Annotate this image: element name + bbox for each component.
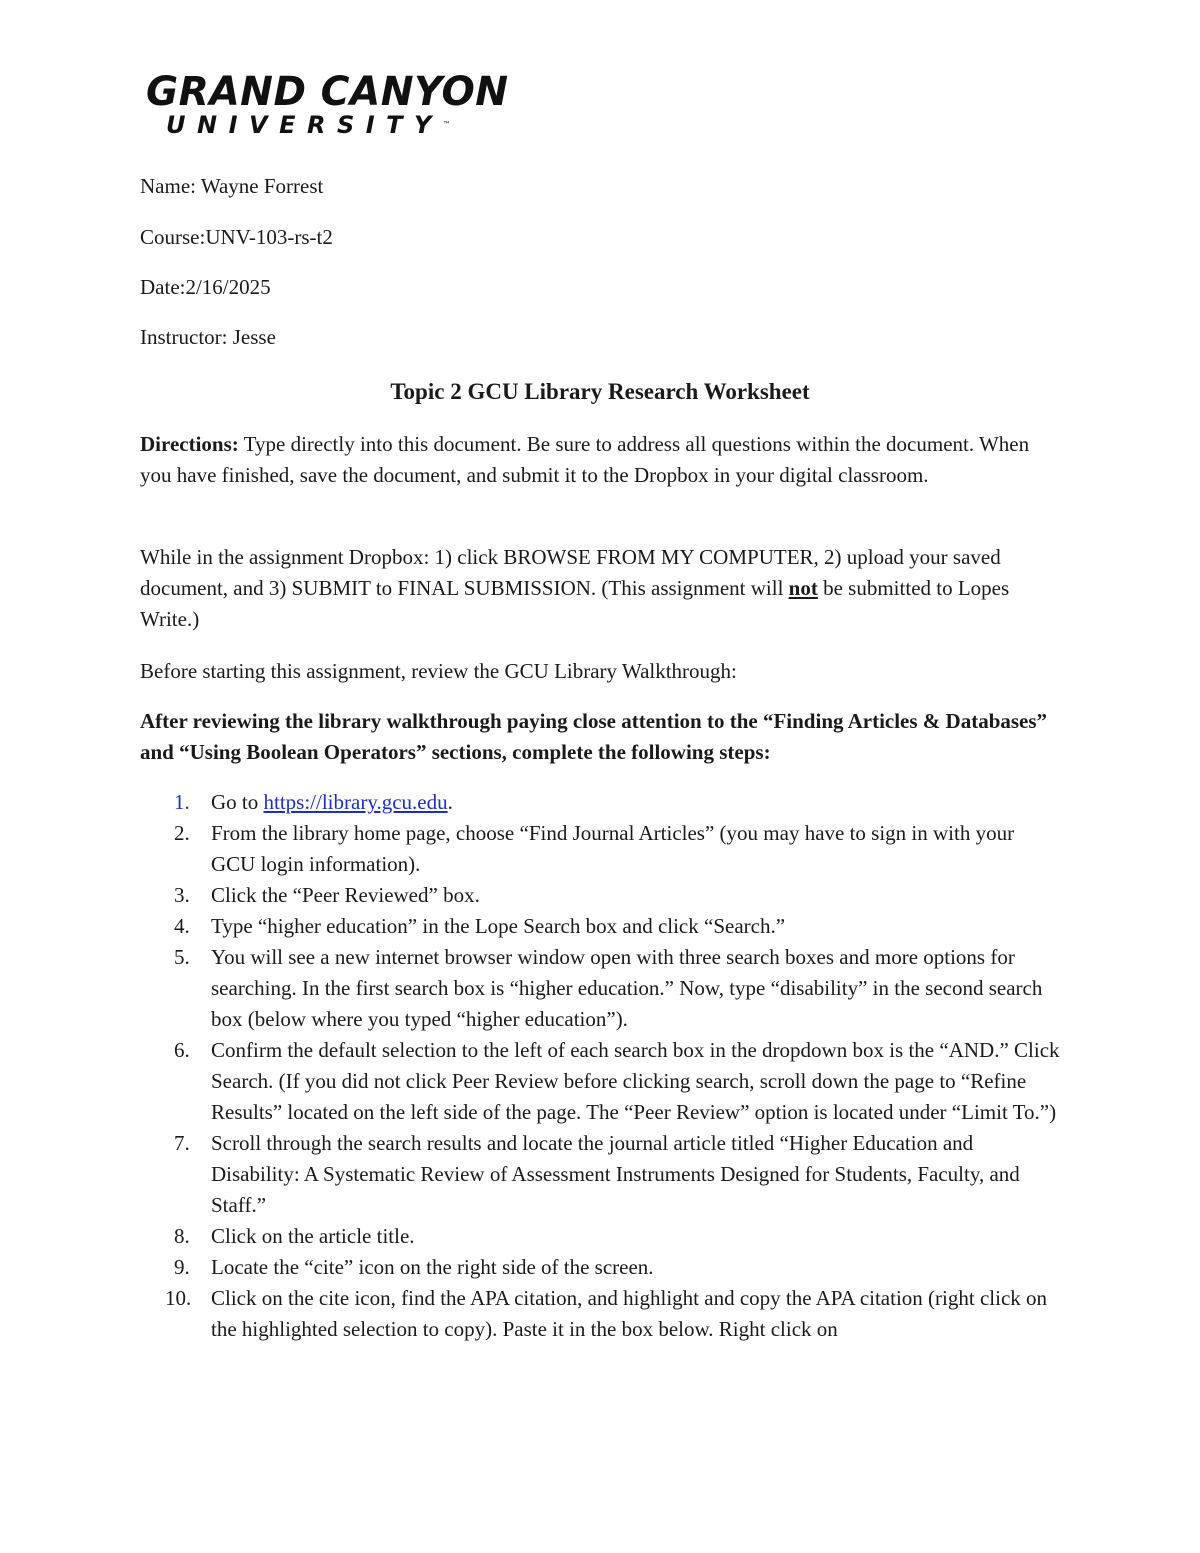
directions-paragraph [140, 429, 1060, 491]
steps-list [140, 787, 1060, 1345]
logo-university-text: UNIVERSITY [166, 111, 443, 139]
logo-grand-canyon: GRAND CANYON [146, 69, 509, 115]
step-number: 6. [174, 1038, 190, 1062]
step-text: Confirm the default selection to the left of each search box in the dropdown box is the “AND.” Click Search. (If you did not click Peer Review before clicking search, scroll down the page to “Refine Results” located on the left side of the page. The “Peer Review” option is located under “Limit To.”) [211, 1038, 1060, 1124]
step-item [140, 1221, 1060, 1252]
dropbox-text-after: be submitted to Lopes Write.) [140, 576, 1010, 631]
dropbox-emphasis: not [788, 576, 818, 600]
step-number: 7. [174, 1131, 190, 1155]
gcu-logo [146, 69, 509, 139]
step-number: 9. [174, 1255, 190, 1279]
step-text-suffix: . [447, 790, 453, 814]
step-text: You will see a new internet browser window open with three search boxes and more options for searching. In the first search box is “higher education.” Now, type “disability” in the second search box (below where you typed “higher education”). [211, 945, 1043, 1031]
step-item [140, 1128, 1060, 1221]
directions-label: Directions: [140, 432, 239, 456]
step-item [140, 1035, 1060, 1128]
step-number: 8. [174, 1224, 190, 1248]
logo-university [166, 112, 466, 138]
step-item [140, 787, 1060, 818]
step-item [140, 880, 1060, 911]
step-text: Go to [211, 790, 264, 814]
step-item [140, 1252, 1060, 1283]
step-number: 4. [174, 914, 190, 938]
worksheet-title: Topic 2 GCU Library Research Worksheet [390, 379, 810, 404]
directions-text: Type directly into this document. Be sure to address all questions within the document. When you have finished, save the document, and submit it to the Dropbox in your digital classroom. [140, 432, 1030, 487]
step-item [140, 911, 1060, 942]
step-text: Click on the cite icon, find the APA citation, and highlight and copy the APA citation (right click on the highlighted selection to copy). Paste it in the box below. Right click on [211, 1286, 1048, 1341]
step-item [140, 1283, 1060, 1345]
dropbox-paragraph [140, 542, 1060, 635]
logo-trademark: ™ [442, 120, 451, 129]
step-number: 2. [174, 821, 190, 845]
step-text: Click the “Peer Reviewed” box. [211, 883, 480, 907]
step-text: Click on the article title. [211, 1224, 415, 1248]
dropbox-text-before: While in the assignment Dropbox: 1) click BROWSE FROM MY COMPUTER, 2) upload your saved document, and 3) SUBMIT to FINAL SUBMISSION. (This assignment will [140, 545, 1001, 600]
date: Date:2/16/2025 [140, 275, 271, 299]
step-number: 10. [165, 1286, 192, 1310]
walkthrough-intro: Before starting this assignment, review the GCU Library Walkthrough: [140, 659, 737, 683]
step-number: 5. [174, 945, 190, 969]
step-number: 3. [174, 883, 190, 907]
step-text: Type “higher education” in the Lope Search box and click “Search.” [211, 914, 786, 938]
bold-instructions: After reviewing the library walkthrough paying close attention to the “Finding Articles & Databases” and “Using Boolean Operators” sections, complete the following steps: [140, 709, 1048, 764]
step-item [140, 942, 1060, 1035]
course-code: Course:UNV-103-rs-t2 [140, 225, 333, 249]
student-name: Name: Wayne Forrest [140, 174, 324, 198]
step-item [140, 818, 1060, 880]
step-text: Scroll through the search results and locate the journal article titled “Higher Education and Disability: A Systematic Review of Assessment Instruments Designed for Students, Faculty, and Staff.” [211, 1131, 1020, 1217]
instructor: Instructor: Jesse [140, 325, 276, 349]
step-number: 1. [174, 790, 190, 814]
library-link[interactable]: https://library.gcu.edu [263, 790, 448, 814]
step-text: Locate the “cite” icon on the right side of the screen. [211, 1255, 654, 1279]
step-text: From the library home page, choose “Find Journal Articles” (you may have to sign in with your GCU login information). [211, 821, 1015, 876]
